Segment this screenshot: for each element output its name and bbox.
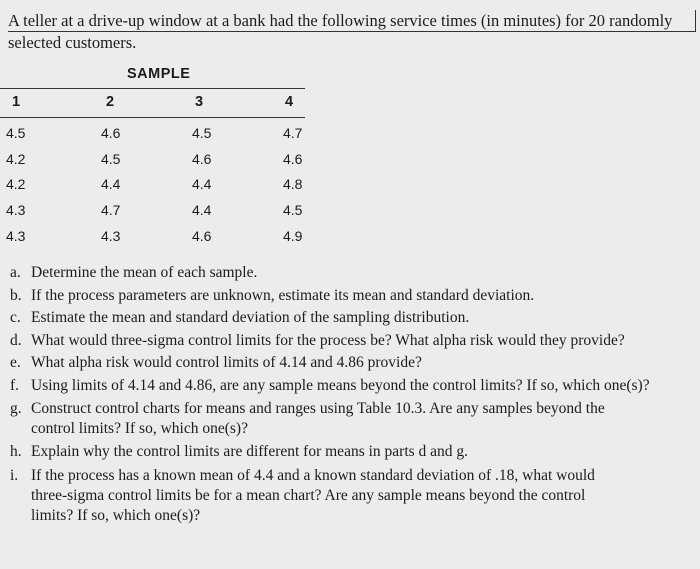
question-label: f. (10, 376, 20, 394)
question-text-line: three-sigma control limits be for a mean chart? Are any sample means beyond the control (31, 486, 586, 504)
table-cell: 4.5 (283, 202, 303, 218)
table-cell: 4.9 (283, 228, 303, 244)
question-item (0, 307, 700, 330)
question-item (0, 464, 700, 528)
column-header-1: 1 (12, 94, 21, 110)
question-text-line: Explain why the control limits are different for means in parts d and g. (31, 443, 469, 460)
table-cell: 4.8 (283, 176, 303, 192)
column-header-4: 4 (285, 94, 294, 110)
column-header-3: 3 (195, 94, 204, 110)
table-cell: 4.2 (6, 151, 26, 167)
question-item (0, 441, 700, 464)
table-cell: 4.4 (192, 202, 212, 218)
question-text-line: If the process has a known mean of 4.4 and a known standard deviation of .18, what would (31, 466, 595, 484)
table-cell: 4.6 (101, 125, 121, 141)
question-label: i. (10, 466, 19, 484)
table-cell: 4.6 (192, 228, 212, 244)
table-cell: 4.3 (6, 228, 26, 244)
intro-line-1: A teller at a drive-up window at a bank had the following service times (in minutes) for 20 randomly (8, 10, 696, 32)
table-top-rule (0, 88, 305, 89)
question-text-line: control limits? If so, which one(s)? (31, 420, 248, 437)
table-title: SAMPLE (127, 66, 191, 82)
table-cell: 4.4 (192, 176, 212, 192)
question-text-line: Estimate the mean and standard deviation of the sampling distribution. (31, 309, 470, 326)
question-item (0, 352, 700, 375)
table-cell: 4.5 (6, 125, 26, 141)
question-text-line: limits? If so, which one(s)? (31, 506, 201, 524)
problem-intro (8, 10, 696, 53)
question-label: d. (10, 331, 22, 349)
question-label: a. (10, 264, 21, 281)
question-text-line: Construct control charts for means and ranges using Table 10.3. Are any samples beyond the (31, 400, 605, 417)
question-label: c. (10, 309, 21, 326)
question-list (0, 262, 700, 528)
column-header-2: 2 (106, 94, 115, 110)
table-cell: 4.5 (101, 151, 121, 167)
question-text-line: Using limits of 4.14 and 4.86, are any sample means beyond the control limits? If so, which one(s)? (31, 376, 650, 394)
question-label: e. (10, 354, 21, 371)
table-cell: 4.6 (283, 151, 303, 167)
table-cell: 4.5 (192, 125, 212, 141)
intro-line-2: selected customers. (8, 33, 137, 52)
table-cell: 4.7 (101, 202, 121, 218)
table-cell: 4.3 (6, 202, 26, 218)
table-cell: 4.2 (6, 176, 26, 192)
question-item (0, 397, 700, 441)
question-text-line: What would three-sigma control limits for the process be? What alpha risk would they provide? (31, 331, 625, 349)
question-item (0, 330, 700, 353)
question-item (0, 285, 700, 308)
question-label: g. (10, 400, 22, 417)
table-cell: 4.4 (101, 176, 121, 192)
question-item (0, 375, 700, 398)
table-cell: 4.3 (101, 228, 121, 244)
question-item (0, 262, 700, 285)
question-label: b. (10, 286, 22, 304)
question-text-line: If the process parameters are unknown, estimate its mean and standard deviation. (31, 286, 535, 304)
table-cell: 4.7 (283, 125, 303, 141)
question-text-line: Determine the mean of each sample. (31, 264, 258, 281)
table-header-rule (0, 117, 305, 118)
question-label: h. (10, 443, 22, 460)
table-cell: 4.6 (192, 151, 212, 167)
question-text-line: What alpha risk would control limits of 4.14 and 4.86 provide? (31, 354, 422, 371)
